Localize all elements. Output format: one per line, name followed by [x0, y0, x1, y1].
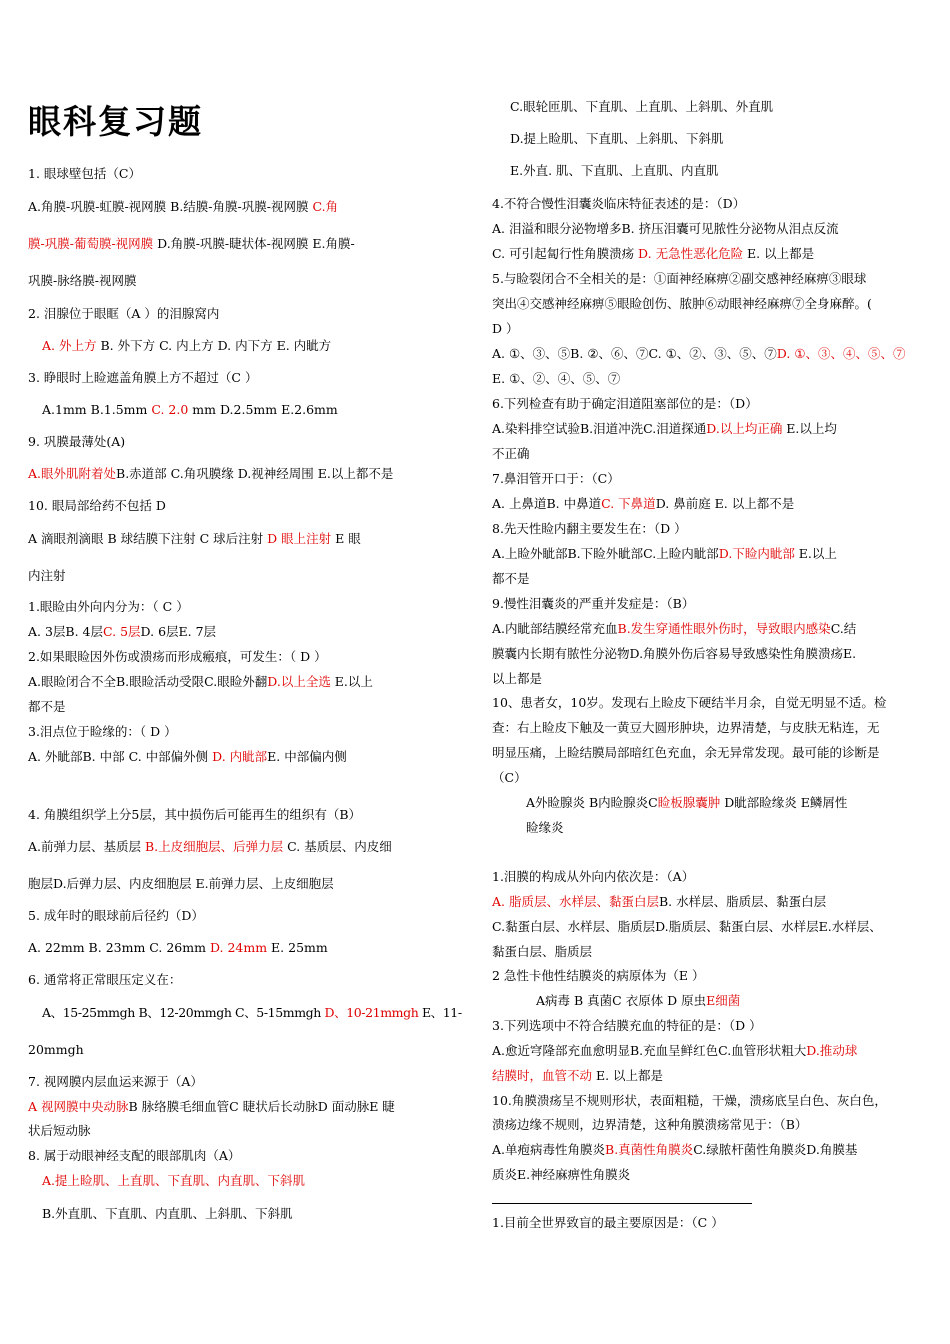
text-segment: D眦部睑缘炎 E鳞屑性 — [720, 795, 848, 810]
text-segment: 1.泪膜的构成从外向内依次是：（A） — [492, 869, 695, 884]
text-line — [492, 420, 837, 438]
text-segment: 内注射 — [28, 568, 66, 583]
text-segment: C.绿脓杆菌性角膜炎D.角膜基 — [693, 1142, 858, 1157]
text-line — [526, 819, 564, 837]
text-line — [492, 670, 542, 688]
text-line — [28, 1041, 84, 1059]
answer-highlight: D.下睑内眦部 — [718, 546, 795, 561]
text-line — [492, 445, 530, 463]
text-line — [28, 838, 392, 856]
text-segment: D ） — [492, 321, 519, 336]
text-line — [492, 694, 886, 712]
text-line — [28, 673, 373, 691]
text-line — [492, 470, 620, 488]
text-segment: B.外直肌、下直肌、内直肌、上斜肌、下斜肌 — [42, 1206, 293, 1221]
text-line — [28, 198, 338, 216]
text-line — [492, 545, 837, 563]
text-segment: C.黏蛋白层、水样层、脂质层D.脂质层、黏蛋白层、水样层E.水样层、 — [492, 919, 882, 934]
answer-highlight: C. 5层 — [103, 624, 141, 639]
text-segment: 6.下列检查有助于确定泪道阻塞部位的是：（D） — [492, 396, 758, 411]
answer-highlight: C. 2.0 — [151, 402, 189, 417]
text-line — [28, 1147, 240, 1165]
text-line — [492, 595, 694, 613]
text-line — [510, 130, 724, 148]
text-segment: 5. 成年时的眼球前后径约（D） — [28, 908, 204, 923]
answer-highlight: A 视网膜中央动脉 — [28, 1099, 129, 1114]
text-segment: 4. 角膜组织学上分5层，其中损伤后可能再生的组织有（B） — [28, 807, 362, 822]
answer-highlight: D. 内眦部 — [212, 749, 268, 764]
answer-highlight: D.以上均正确 — [706, 421, 783, 436]
text-segment: 5.与睑裂闭合不全相关的是：①面神经麻痹②副交感神经麻痹③眼球 — [492, 271, 867, 286]
text-line — [28, 1122, 91, 1140]
text-segment: 3.下列选项中不符合结膜充血的特征的是：（D ） — [492, 1018, 762, 1033]
text-line — [28, 497, 166, 515]
text-segment: 3. 睁眼时上睑遮盖角膜上方不超过（C ） — [28, 370, 258, 385]
text-line — [28, 907, 204, 925]
text-segment: 质炎E.神经麻痹性角膜炎 — [492, 1167, 631, 1182]
text-segment: A.愈近穹隆部充血愈明显B.充血呈鲜红色C.血管形状粗大 — [492, 1043, 807, 1058]
text-line — [492, 520, 687, 538]
text-segment: 8. 属于动眼神经支配的眼部肌肉（A） — [28, 1148, 241, 1163]
answer-highlight: B.发生穿通性眼外伤时，导致眼内感染 — [617, 621, 831, 636]
text-segment: 4.不符合慢性泪囊炎临床特征表述的是：（D） — [492, 196, 746, 211]
text-segment: 9. 巩膜最薄处(A) — [28, 434, 126, 449]
text-line — [28, 465, 393, 483]
answer-highlight: D、10-21mmgh — [324, 1005, 419, 1020]
text-line — [492, 1214, 724, 1232]
text-segment: 状后短动脉 — [28, 1123, 91, 1138]
answer-highlight: A. 外上方 — [42, 338, 97, 353]
text-line — [492, 1067, 663, 1085]
answer-highlight: E细菌 — [706, 993, 741, 1008]
text-line — [510, 98, 773, 116]
text-segment: 7.鼻泪管开口于：（C） — [492, 471, 620, 486]
text-line — [492, 1166, 630, 1184]
text-segment: 3.泪点位于睑缘的：（ D ） — [28, 724, 177, 739]
page-title: 眼科复习题 — [28, 102, 203, 141]
text-line — [492, 744, 880, 762]
text-segment: 黏蛋白层、脂质层 — [492, 944, 593, 959]
text-segment: A.前弹力层、基质层 — [28, 839, 145, 854]
text-segment: A外睑腺炎 B内睑腺炎C — [526, 795, 658, 810]
text-line — [492, 1092, 887, 1110]
answer-highlight: 睑板腺囊肿 — [657, 795, 721, 810]
text-segment: A.单疱病毒性角膜炎 — [492, 1142, 606, 1157]
text-line — [492, 868, 694, 886]
text-line — [492, 1116, 807, 1134]
text-segment: mm D.2.5mm E.2.6mm — [188, 402, 338, 417]
text-line — [28, 272, 136, 290]
text-segment: C. 可引起匐行性角膜溃疡 — [492, 246, 639, 261]
answer-highlight: D.推动球 — [806, 1043, 858, 1058]
text-segment: 10. 眼局部给药不包括 D — [28, 498, 166, 513]
text-line — [28, 875, 334, 893]
text-segment: 1.眼睑由外向内分为：（ C ） — [28, 599, 189, 614]
text-segment: 都不是 — [28, 699, 66, 714]
text-line — [28, 530, 361, 548]
answer-highlight: A.眼外肌附着处 — [28, 466, 117, 481]
text-line — [492, 570, 530, 588]
text-line — [28, 723, 177, 741]
text-segment: 8.先天性睑内翻主要发生在：（D ） — [492, 521, 687, 536]
text-line — [492, 943, 592, 961]
text-segment: A. 上鼻道B. 中鼻道 — [492, 496, 602, 511]
text-segment: E. 以上都是 — [743, 246, 815, 261]
answer-highlight: A. 脂质层、水样层、黏蛋白层 — [492, 894, 659, 909]
text-segment: 溃疡边缘不规则，边界清楚，这种角膜溃疡常见于：（B） — [492, 1117, 808, 1132]
text-segment: 2. 泪腺位于眼眶（A ）的泪腺窝内 — [28, 306, 220, 321]
answer-highlight: C.角 — [312, 199, 339, 214]
text-line — [492, 1017, 762, 1035]
answer-highlight: A.提上睑肌、上直肌、下直肌、内直肌、下斜肌 — [42, 1173, 306, 1188]
text-line — [28, 623, 216, 641]
text-line — [492, 918, 882, 936]
text-segment: E. 25mm — [267, 940, 328, 955]
text-line — [28, 567, 66, 585]
text-segment: D.提上睑肌、下直肌、上斜肌、下斜肌 — [510, 131, 724, 146]
text-segment: E.以上 — [794, 546, 837, 561]
text-line — [492, 1042, 857, 1060]
text-segment: 胞层D.后弹力层、内皮细胞层 E.前弹力层、上皮细胞层 — [28, 876, 334, 891]
text-segment: 10.角膜溃疡呈不规则形状，表面粗糙，干燥，溃疡底呈白色、灰白色， — [492, 1093, 887, 1108]
text-line — [28, 433, 125, 451]
text-segment: A.1mm B.1.5mm — [42, 402, 152, 417]
text-line — [492, 345, 906, 363]
text-line — [510, 162, 719, 180]
text-segment: C.眼轮匝肌、下直肌、上直肌、上斜肌、外直肌 — [510, 99, 774, 114]
answer-highlight: B.上皮细胞层、后弹力层 — [144, 839, 284, 854]
text-segment: 都不是 — [492, 571, 530, 586]
answer-highlight: D. 无急性恶化危险 — [638, 246, 744, 261]
text-line — [492, 769, 527, 787]
text-segment: E. 中部偏内侧 — [267, 749, 347, 764]
text-segment: （C） — [492, 770, 527, 785]
text-line — [492, 395, 758, 413]
text-segment: C. 基质层、内皮细 — [283, 839, 392, 854]
text-line — [492, 195, 745, 213]
text-line — [28, 165, 141, 183]
text-line — [492, 893, 826, 911]
text-line — [492, 620, 856, 638]
text-line — [28, 235, 355, 253]
text-line — [492, 1141, 857, 1159]
section-divider — [492, 1203, 752, 1204]
text-line — [492, 370, 620, 388]
answer-highlight: B.真菌性角膜炎 — [605, 1142, 694, 1157]
text-segment: A.染料排空试验B.泪道冲洗C.泪道探通 — [492, 421, 707, 436]
text-segment: A. 外眦部B. 中部 C. 中部偏外侧 — [28, 749, 213, 764]
answer-highlight: C. 下鼻道 — [601, 496, 656, 511]
text-segment: 20mmgh — [28, 1042, 84, 1057]
text-segment: A.内眦部结膜经常充血 — [492, 621, 618, 636]
text-segment: A. ①、③、⑤B. ②、⑥、⑦C. ①、②、③、⑤、⑦ — [492, 346, 777, 361]
text-segment: A.上睑外眦部B.下睑外眦部C.上睑内眦部 — [492, 546, 719, 561]
text-line — [492, 967, 705, 985]
text-segment: 膜囊内长期有脓性分泌物D.角膜外伤后容易导致感染性角膜溃疡E. — [492, 646, 857, 661]
answer-highlight: D. 24mm — [209, 940, 268, 955]
text-segment: 以上都是 — [492, 671, 543, 686]
answer-highlight: D. ①、③、④、⑤、⑦ — [776, 346, 906, 361]
text-line — [526, 794, 847, 812]
answer-highlight: 结膜时，血管不动 — [492, 1068, 593, 1083]
text-line — [28, 598, 189, 616]
text-line — [492, 295, 872, 313]
text-line — [42, 1004, 462, 1022]
text-line — [28, 971, 181, 989]
text-segment: A.角膜-巩膜-虹膜-视网膜 B.结膜-角膜-巩膜-视网膜 — [28, 199, 313, 214]
text-segment: 查：右上睑皮下触及一黄豆大圆形肿块，边界清楚，与皮肤无粘连，无 — [492, 720, 880, 735]
text-line — [28, 748, 347, 766]
text-segment: D. 6层E. 7层 — [140, 624, 217, 639]
answer-highlight: D.以上全选 — [267, 674, 331, 689]
text-segment: A. 3层B. 4层 — [28, 624, 104, 639]
text-segment: A. 22mm B. 23mm C. 26mm — [28, 940, 210, 955]
text-line — [42, 337, 331, 355]
text-line — [42, 401, 338, 419]
text-segment: A病毒 B 真菌C 衣原体 D 原虫 — [536, 993, 707, 1008]
text-segment: 1.目前全世界致盲的最主要原因是：（C ） — [492, 1215, 724, 1230]
text-line — [492, 495, 794, 513]
text-segment: 明显压痛，上睑结膜局部暗红色充血，余无异常发现。最可能的诊断是 — [492, 745, 880, 760]
text-segment: 睑缘炎 — [526, 820, 564, 835]
text-line — [492, 220, 839, 238]
text-segment: D.角膜-巩膜-睫状体-视网膜 E.角膜- — [153, 236, 355, 251]
text-line — [492, 719, 880, 737]
answer-highlight: 膜-巩膜-葡萄膜-视网膜 — [28, 236, 154, 251]
text-segment: E. 以上都是 — [592, 1068, 664, 1083]
text-line — [28, 698, 66, 716]
text-segment: 6. 通常将正常眼压定义在： — [28, 972, 182, 987]
answer-highlight: D 眼上注射 — [267, 531, 332, 546]
text-segment: A. 泪溢和眼分泌物增多B. 挤压泪囊可见脓性分泌物从泪点反流 — [492, 221, 839, 236]
text-segment: B. 水样层、脂质层、黏蛋白层 — [658, 894, 827, 909]
text-segment: E.以上 — [330, 674, 373, 689]
text-line — [42, 1172, 305, 1190]
text-line — [492, 245, 814, 263]
text-segment: 不正确 — [492, 446, 530, 461]
text-segment: 1. 眼球壁包括（C） — [28, 166, 141, 181]
text-segment: A 滴眼剂滴眼 B 球结膜下注射 C 球后注射 — [28, 531, 268, 546]
text-segment: E.外直. 肌、下直肌、上直肌、内直肌 — [510, 163, 719, 178]
text-line — [28, 806, 361, 824]
text-segment: C.结 — [830, 621, 857, 636]
text-segment: 9.慢性泪囊炎的严重并发症是：（B） — [492, 596, 695, 611]
text-line — [492, 320, 519, 338]
text-segment: 10、患者女，10岁。发现右上睑皮下硬结半月余，自觉无明显不适。检 — [492, 695, 887, 710]
text-line — [28, 305, 219, 323]
text-line — [28, 939, 328, 957]
text-segment: E.以上均 — [782, 421, 837, 436]
text-segment: B. 外下方 C. 内上方 D. 内下方 E. 内眦方 — [96, 338, 332, 353]
text-segment: E 眼 — [331, 531, 361, 546]
text-line — [492, 270, 866, 288]
text-line — [28, 369, 257, 387]
text-segment: B.赤道部 C.角巩膜缘 D.视神经周围 E.以上都不是 — [116, 466, 394, 481]
text-segment: E、11- — [418, 1005, 462, 1020]
text-segment: A、15-25mmgh B、12-20mmgh C、5-15mmgh — [42, 1005, 325, 1020]
text-segment: 2.如果眼睑因外伤或溃疡而形成瘢痕，可发生：（ D ） — [28, 649, 327, 664]
text-segment: B 脉络膜毛细血管C 睫状后长动脉D 面动脉E 睫 — [128, 1099, 395, 1114]
text-line — [42, 1205, 293, 1223]
text-line — [28, 648, 327, 666]
text-segment: E. ①、②、④、⑤、⑦ — [492, 371, 621, 386]
text-segment: D. 鼻前庭 E. 以上都不是 — [655, 496, 795, 511]
text-segment: 突出④交感神经麻痹⑤眼睑创伤、脓肿⑥动眼神经麻痹⑦全身麻醉。( — [492, 296, 872, 311]
text-line — [536, 992, 740, 1010]
text-line — [28, 1073, 203, 1091]
text-segment: 7. 视网膜内层血运来源于（A） — [28, 1074, 203, 1089]
text-segment: 巩膜-脉络膜-视网膜 — [28, 273, 137, 288]
text-segment: A.眼睑闭合不全B.眼睑活动受限C.眼睑外翻 — [28, 674, 268, 689]
text-line — [28, 1098, 395, 1116]
text-segment: 2 急性卡他性结膜炎的病原体为（E ） — [492, 968, 705, 983]
text-line — [492, 645, 856, 663]
